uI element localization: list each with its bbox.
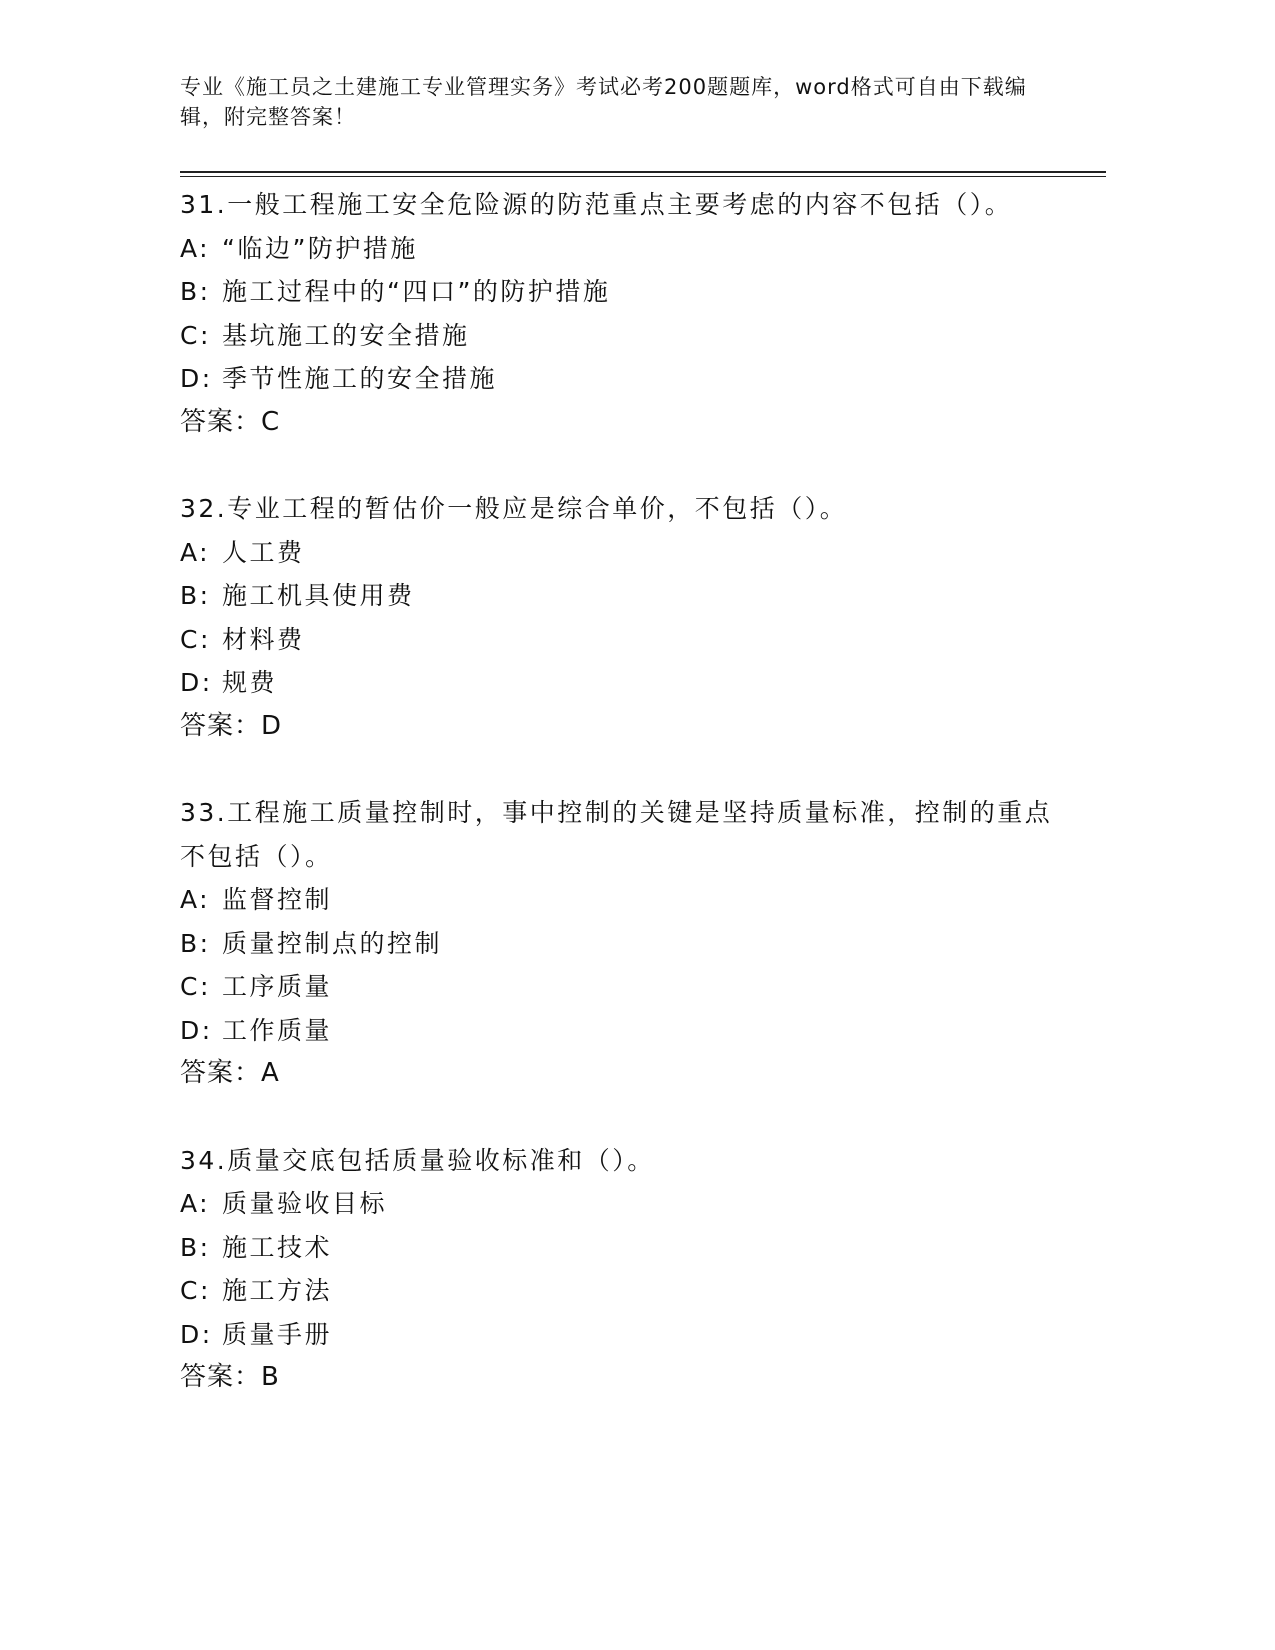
option-b: [180, 1226, 1060, 1270]
option-text: 监督控制: [222, 885, 333, 914]
question-32: [180, 487, 1060, 748]
answer-line: 答案：D: [180, 710, 283, 741]
option-text: 季节性施工的安全措施: [222, 364, 498, 393]
option-letter: C:: [180, 972, 211, 1001]
option-b: [180, 270, 1060, 314]
option-letter: A:: [180, 233, 211, 263]
option-a: [180, 1182, 1060, 1226]
option-text: 施工方法: [222, 1276, 333, 1305]
option-text: 质量手册: [222, 1319, 333, 1349]
option-text: 施工技术: [222, 1232, 333, 1262]
option-text: “临边”防护措施: [222, 233, 418, 263]
option-letter: B:: [180, 928, 211, 958]
option-c: [180, 965, 1060, 1009]
option-text: 施工过程中的“四口”的防护措施: [222, 277, 611, 306]
header-divider-thick: [180, 171, 1106, 173]
question-stem: 33.工程施工质量控制时，事中控制的关键是坚持质量标准，控制的重点不包括（）。: [180, 798, 1053, 871]
option-a: [180, 878, 1060, 922]
option-text: 施工机具使用费: [222, 581, 415, 610]
question-stem: 32.专业工程的暂估价一般应是综合单价，不包括（）。: [180, 494, 848, 523]
question-stem: 34.质量交底包括质量验收标准和（）。: [180, 1145, 655, 1175]
option-letter: A:: [180, 1189, 211, 1218]
option-d: [180, 1313, 1060, 1357]
option-text: 工作质量: [222, 1015, 333, 1045]
question-list: [180, 183, 1060, 1443]
answer-line: 答案：A: [180, 1058, 280, 1088]
option-a: [180, 227, 1060, 271]
option-text: 规费: [222, 668, 278, 697]
document-header: 专业《施工员之土建施工专业管理实务》考试必考200题题库，word格式可自由下载编辑，附完整答案！: [180, 75, 1027, 129]
option-letter: A:: [180, 537, 211, 567]
option-text: 质量控制点的控制: [222, 928, 443, 958]
option-letter: B:: [180, 581, 211, 610]
option-letter: B:: [180, 277, 211, 306]
option-letter: D:: [180, 1015, 213, 1045]
option-c: [180, 314, 1060, 358]
question-33: [180, 791, 1060, 1096]
option-text: 材料费: [222, 624, 305, 654]
option-c: [180, 1269, 1060, 1313]
answer-line: 答案：C: [180, 406, 281, 437]
option-d: [180, 661, 1060, 705]
question-34: [180, 1139, 1060, 1400]
option-b: [180, 574, 1060, 618]
option-d: [180, 1009, 1060, 1053]
header-divider-thin: [180, 176, 1106, 177]
option-text: 人工费: [222, 537, 305, 567]
option-a: [180, 531, 1060, 575]
option-letter: C:: [180, 624, 211, 654]
option-letter: D:: [180, 364, 213, 393]
question-31: [180, 183, 1060, 444]
option-c: [180, 618, 1060, 662]
answer-line: 答案：B: [180, 1362, 280, 1392]
option-letter: B:: [180, 1232, 211, 1262]
option-letter: D:: [180, 668, 213, 697]
option-letter: C:: [180, 1276, 211, 1305]
question-stem: 31.一般工程施工安全危险源的防范重点主要考虑的内容不包括（）。: [180, 190, 1013, 219]
option-d: [180, 357, 1060, 401]
option-text: 工序质量: [222, 972, 333, 1001]
option-text: 质量验收目标: [222, 1189, 388, 1218]
option-letter: A:: [180, 885, 211, 914]
option-text: 基坑施工的安全措施: [222, 320, 470, 350]
option-letter: D:: [180, 1319, 213, 1349]
option-b: [180, 922, 1060, 966]
option-letter: C:: [180, 320, 211, 350]
